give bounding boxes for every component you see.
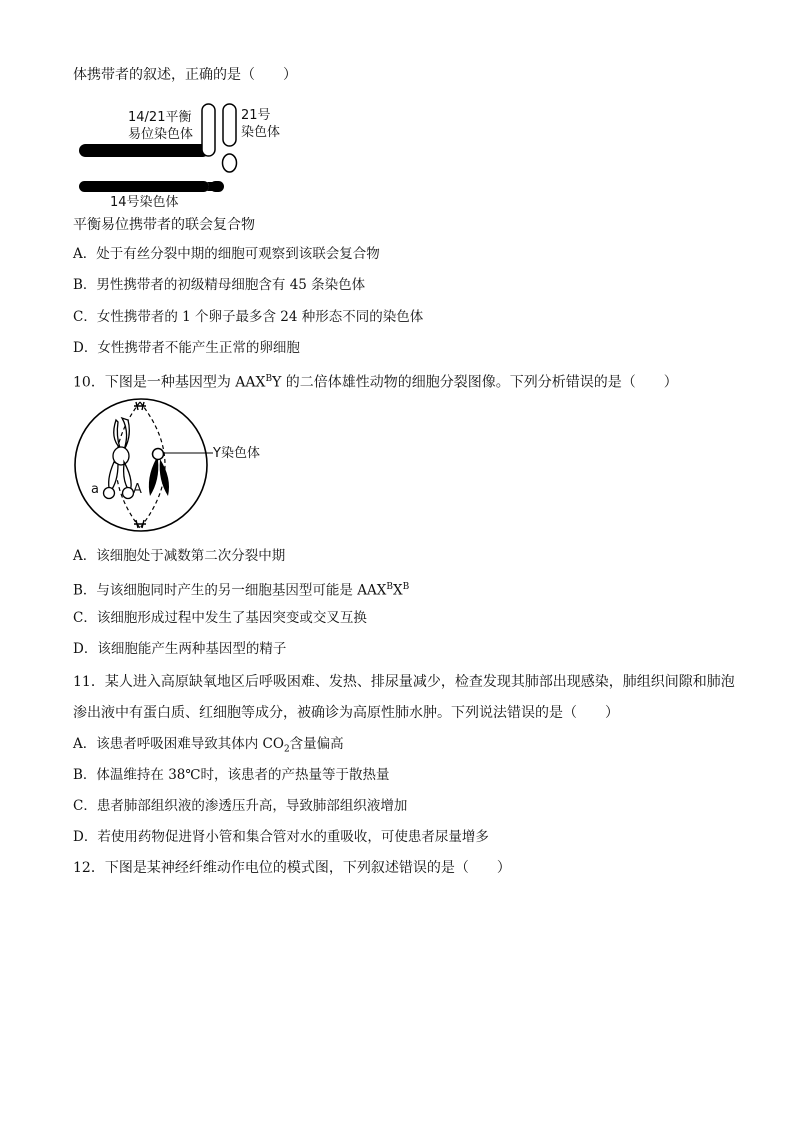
- chromosome-translocation-figure: [73, 98, 303, 213]
- translocation-label-line1: 14/21平衡: [128, 110, 192, 125]
- q12-stem: 12．下图是某神经纤维动作电位的模式图，下列叙述错误的是（ ）: [73, 860, 511, 876]
- translocation-chromosome-long-arm: [79, 144, 209, 157]
- cell-diagram: [72, 396, 302, 534]
- q11-option-b: B．体温维持在 38℃时，该患者的产热量等于散热量: [73, 767, 390, 783]
- q11-option-a: [73, 735, 344, 759]
- chromosome-14-long-arm: [79, 181, 209, 192]
- q10-option-b-sup1: B: [386, 582, 393, 592]
- q10-stem-sup: B: [265, 374, 273, 384]
- q9-option-d: D．女性携带者不能产生正常的卵细胞: [73, 340, 300, 356]
- q9-stem-tail: 体携带者的叙述，正确的是（ ）: [73, 67, 297, 83]
- q10-option-b-sup2: B: [402, 582, 410, 592]
- q11-option-a-sub: 2: [283, 744, 290, 755]
- q11-stem-line2: 渗出液中有蛋白质、红细胞等成分，被确诊为高原性肺水肿。下列说法错误的是（ ）: [73, 705, 619, 721]
- cell-membrane: [75, 399, 207, 531]
- allele-A-label: A: [133, 482, 142, 497]
- q9-option-b: B．男性携带者的初级精母细胞含有 45 条染色体: [73, 277, 366, 293]
- cell-division-figure: [72, 396, 302, 534]
- y-chromosome-label: Y染色体: [213, 446, 260, 461]
- q10-option-b-mid: X: [392, 582, 403, 599]
- chromosome-21-upper: [223, 104, 236, 146]
- allele-A-mark: [123, 488, 134, 499]
- translocation-chromosome-vertical-arm: [202, 104, 215, 156]
- q9-option-a: A．处于有丝分裂中期的细胞可观察到该联会复合物: [73, 246, 380, 262]
- q11-option-c: C．患者肺部组织液的渗透压升高，导致肺部组织液增加: [73, 798, 408, 814]
- chr21-label-line1: 21号: [241, 108, 271, 123]
- q10-stem-prefix: 10．下图是一种基因型为 AAX: [73, 374, 266, 391]
- q11-stem-line1: 11．某人进入高原缺氧地区后呼吸困难、发热、排尿量减少，检查发现其肺部出现感染，肺组织间隙和肺泡: [73, 674, 735, 690]
- q10-stem-suffix: Y 的二倍体雄性动物的细胞分裂图像。下列分析错误的是（ ）: [272, 374, 678, 391]
- q9-figure-caption: 平衡易位携带者的联会复合物: [73, 217, 255, 233]
- chromosome-14-short-arm: [210, 181, 224, 192]
- chr14-label: 14号染色体: [110, 195, 179, 210]
- q10-option-b: [73, 578, 409, 600]
- q10-option-a: A．该细胞处于减数第二次分裂中期: [73, 548, 286, 564]
- q10-option-c: C．该细胞形成过程中发生了基因突变或交叉互换: [73, 610, 367, 626]
- allele-a-label: a: [91, 482, 99, 497]
- y-chromosome-centromere: [153, 449, 164, 460]
- q9-option-c: C．女性携带者的 1 个卵子最多含 24 种形态不同的染色体: [73, 309, 424, 325]
- translocation-label-line2: 易位染色体: [128, 127, 194, 142]
- chromosome-21-lower: [223, 154, 237, 172]
- q11-option-a-prefix: A．该患者呼吸困难导致其体内 CO: [73, 736, 284, 752]
- q10-option-b-prefix: B．与该细胞同时产生的另一细胞基因型可能是 AAX: [73, 582, 387, 599]
- q11-option-d: D．若使用药物促进肾小管和集合管对水的重吸收，可使患者尿量增多: [73, 829, 489, 845]
- q10-option-d: D．该细胞能产生两种基因型的精子: [73, 641, 287, 657]
- allele-a-mark: [104, 488, 115, 499]
- q11-option-a-suffix: 含量偏高: [289, 736, 344, 752]
- chr21-label-line2: 染色体: [241, 125, 281, 140]
- q10-stem: [73, 370, 678, 392]
